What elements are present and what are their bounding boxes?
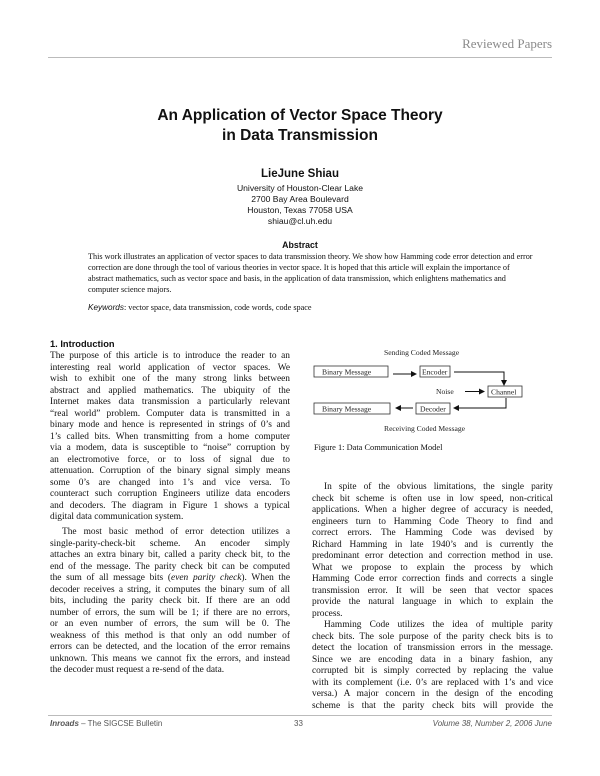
running-header: Reviewed Papers [462,36,552,51]
text-line: the decoder must request a re-send of the data. [50,665,225,675]
text-line: applications. When a higher degree of accuracy is needed, [312,505,553,515]
text-line: transmission error. It will be seen that vector spaces [312,585,553,596]
text-line: scheme is that the parity check bits will provide the [312,700,553,711]
text-line: correct errors. The Hamming Code was devised by [312,528,553,538]
binary-message-2: Binary Message [322,404,372,414]
text-line: check bits. The sole purpose of the parity check bits is to [312,631,553,642]
text-line: engineers turn to Hamming Code Theory to find and [312,516,553,527]
text-line: weakness of this method is that only an odd number of [50,630,290,641]
text-line: wish to exhibit one of the many strong links between [50,374,290,384]
text-line: provide the natural language in which to explain the [312,597,553,607]
text-line: via a modem, data is susceptible to “noise” corruption by [50,443,290,453]
binary-message-1: Binary Message [322,367,372,377]
receiving-label: Receiving Coded Message [384,424,465,433]
figure-caption: Figure 1: Data Communication Model [314,443,443,452]
text-line: unknown. This means we cannot fix the errors, and instead [50,653,290,664]
text-line: abstract and applied mathematics. The ubiquity of the [50,385,290,396]
text-line: process. [312,608,343,619]
author-name: LieJune Shiau [261,168,339,180]
paper-title [0,106,600,146]
author-email: shiau@cl.uh.edu [267,216,333,226]
page-number: 33 [294,719,303,728]
text-line: versa.) A major concern in the design of the encoding [312,689,553,699]
footer-rule [48,715,552,716]
affiliation-line: Houston, Texas 77058 USA [247,205,353,215]
sending-label: Sending Coded Message [384,348,460,357]
encoder-label: Encoder [422,367,448,377]
text-line: counteract such corruption Engineers utilize data encoders [50,489,290,499]
text-line: digital data communication system. [50,512,184,522]
text-line: or an even number of errors, the sum will be 0. The [50,619,290,629]
text-line: the sum of all message bits (even parity check). When the [50,573,290,583]
text-line: number of errors, the sum will be 1; if there are no errors, [50,607,290,618]
intro-paragraph-1 [50,351,290,524]
text-line: Since we are encoding data in a binary fashion, any [312,654,553,665]
decoder-label: Decoder [420,404,446,414]
arrow [454,398,506,408]
abstract-text: This work illustrates an application of vector spaces to data transmission theory. We show how Hamming code error detection and error correction are done through the tool of various theories in vector space. It is hoped that this article will explain the importance of abstract mathematics, such as vector space and basis, in the application of data transmission, which enlightens mathematics and computer science majors. [88,252,533,294]
title-line: in Data Transmission [222,127,378,144]
text-line: predominant error detection and correction method in use. [312,551,553,561]
text-line: and decoders. The diagram in Figure 1 shows a typical [50,500,290,511]
arrow [454,372,504,385]
right-paragraph-2 [312,620,553,712]
author-affiliation [0,183,600,227]
text-line: an electromotive force, or to loss of signal due to [50,454,290,465]
section-heading: 1. Introduction [50,339,115,349]
footer-journal [50,719,162,728]
text-line: errors can be detected, and the location of the error remains [50,642,290,652]
text-line: detect the location of transmission errors in the message. [312,643,553,653]
affiliation-line: University of Houston-Clear Lake [236,183,364,193]
text-line: Richard Hamming in late 1940’s and is currently the [312,539,553,550]
text-line: What we propose to explain the process by which [312,562,553,573]
text-line: The most basic method of error detection utilizes a [62,527,290,537]
text-line: single-parity-check-bit scheme. An encoder simply [50,538,290,549]
text-line: Hamming Code error correction finds and corrects a single [312,574,553,584]
text-line: with its complement (i.e. 0’s are replaced with 1’s and vice [312,677,553,688]
abstract-block [88,251,533,313]
title-line: An Application of Vector Space Theory [157,107,443,124]
text-line: attenuation. Corruption of the binary signal simply means [50,466,290,476]
header-rule [48,57,552,58]
right-column-text [312,482,553,712]
text-line: attaches an extra binary bit, called a parity check bit, to the [50,550,290,560]
text-line: Hamming Code utilizes the idea of multiple parity [324,620,553,630]
journal-subtitle: – The SIGCSE Bulletin [78,719,163,728]
text-line: check bit scheme is often use in low speed, non-critical [312,493,553,504]
text-line: The purpose of this article is to introduce the reader to an [50,351,290,361]
text-line: “real world” problem. Computer data is transmitted in a [50,408,290,419]
journal-name: Inroads [50,719,79,728]
text-line: Internet makes data transmission a particularly relevant [50,397,290,407]
noise-label: Noise [436,387,454,396]
keywords-label: Keywords [88,303,124,312]
affiliation-line: 2700 Bay Area Boulevard [251,194,349,204]
channel-label: Channel [491,387,517,397]
text-line: In spite of the obvious limitations, the single parity [324,482,553,492]
intro-paragraph-2 [50,527,290,677]
keywords [88,302,533,313]
text-line: corrupted bit is simply corrected by replacing the value [312,666,553,676]
figure-communication-model [312,345,557,437]
text-line: some 0’s are changed into 1’s and vice versa. To [50,477,290,488]
text-line: bits, including the parity check bit. If there are an odd [50,596,290,606]
abstract-heading: Abstract [282,240,318,250]
keywords-list: : vector space, data transmission, code words, code space [123,303,312,312]
text-line: 1’s called bits. When transmitting from a home computer [50,431,290,442]
footer-volume: Volume 38, Number 2, 2006 June [432,719,552,728]
text-line: binary mode and hence is represented in strings of 0’s and [50,420,290,430]
text-line: end of the message. The parity check bit can be computed [50,561,290,572]
text-line: interesting real world application of vector spaces. We [50,362,290,373]
text-line: decoder receives a string, it computes the binary sum of all [50,584,290,595]
